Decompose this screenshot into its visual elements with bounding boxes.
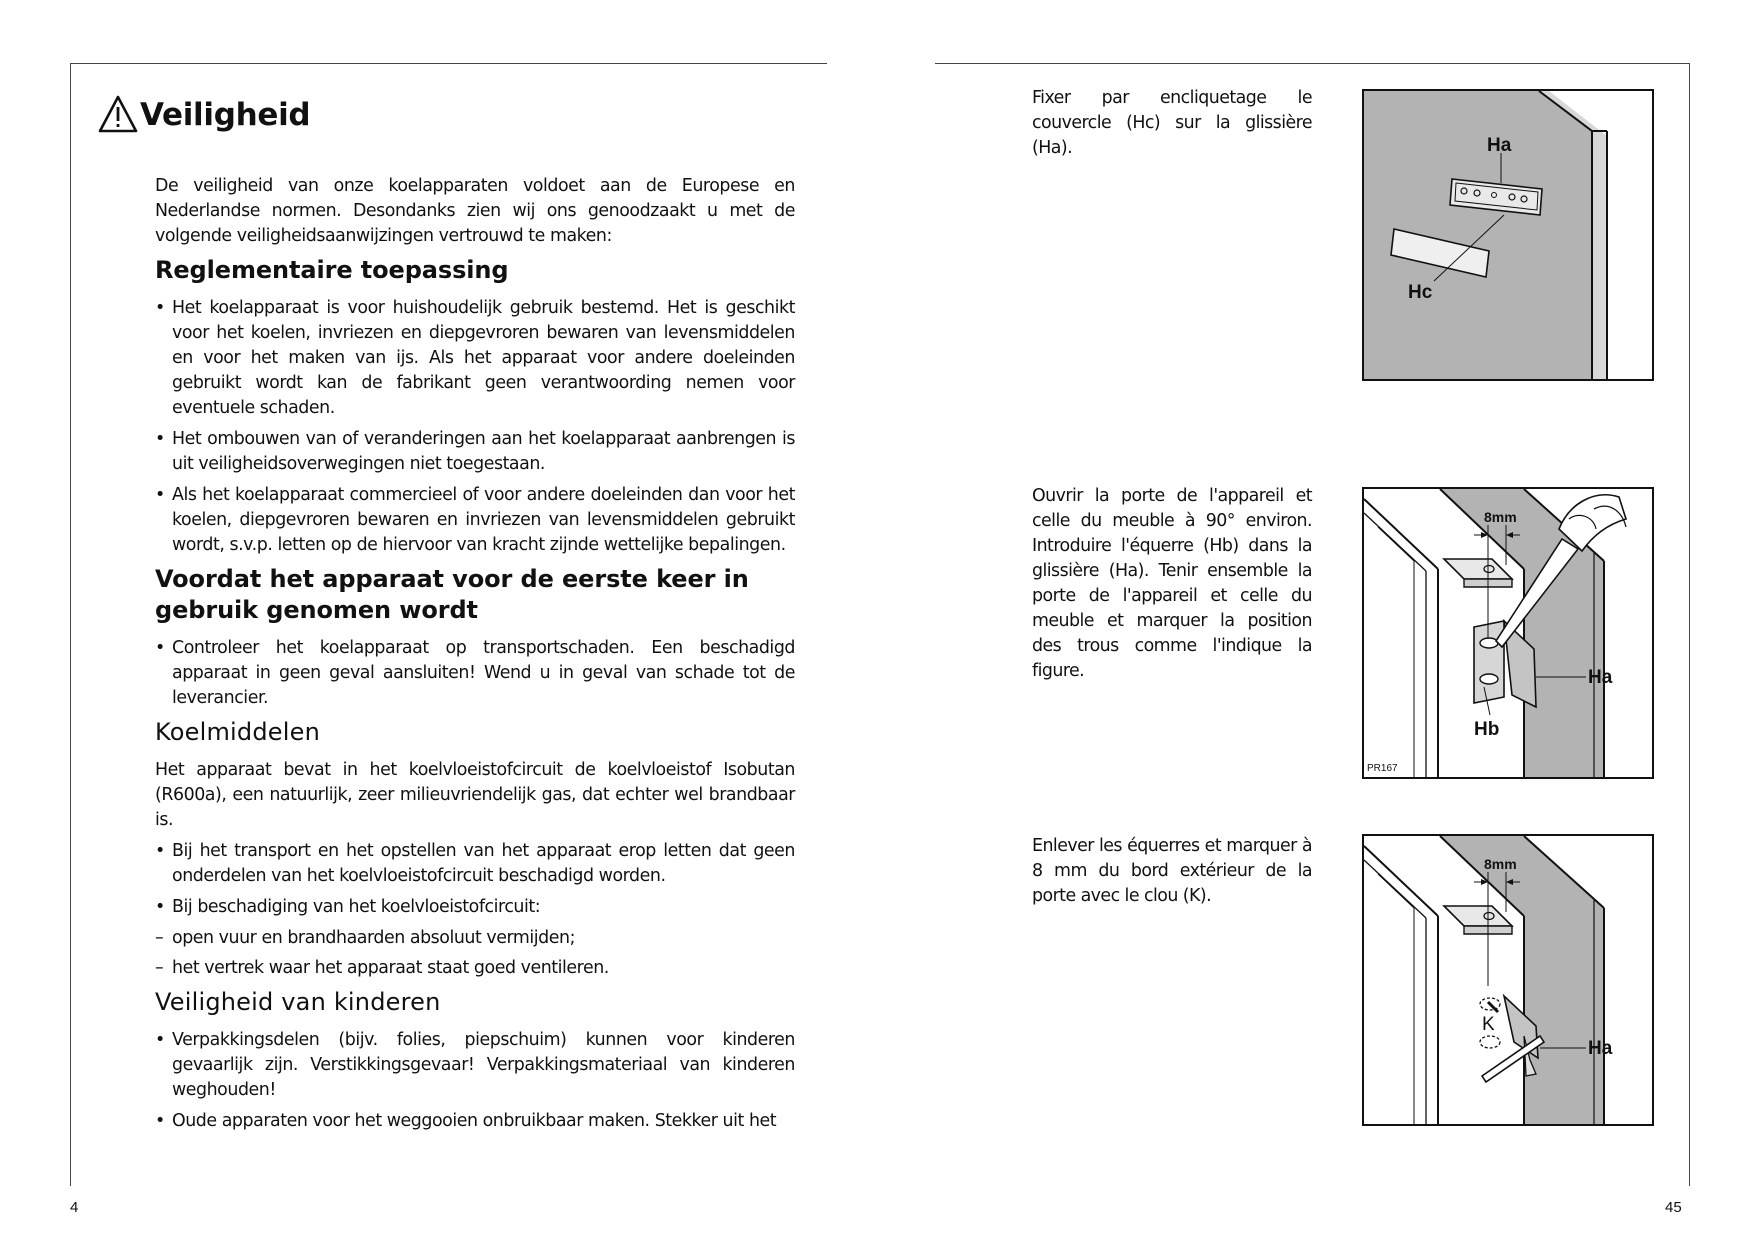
figure-cover-slide (1362, 89, 1654, 381)
figure-code: PR167 (1367, 763, 1398, 774)
list-item: • Bij het transport en het opstellen van het apparaat erop letten dat geen onderdelen van het koelvloeistofcircuit beschadigd worden. (155, 839, 795, 889)
step-1-text: Fixer par encliquetage le couvercle (Hc) sur la glissière (Ha). (1032, 88, 1312, 158)
left-column (155, 174, 795, 1140)
list-item: • Oude apparaten voor het weggooien onbruikbaar maken. Stekker uit het (155, 1109, 795, 1134)
heading-voordat: Voordat het apparaat voor de eerste keer in gebruik genomen wordt (155, 565, 749, 624)
warning-triangle-icon (98, 95, 138, 133)
heading-kinderen: Veiligheid van kinderen (155, 988, 441, 1016)
figure-label: Ha (1588, 1038, 1613, 1059)
right-page-side-rule (1689, 63, 1690, 1186)
figure-label: Ha (1588, 667, 1613, 688)
figure-label: 8mm (1484, 509, 1517, 525)
list-item: • Verpakkingsdelen (bijv. folies, piepschuim) kunnen voor kinderen gevaarlijk zijn. Verstikkingsgevaar! Verpakkingsmateriaal van kinderen weghouden! (155, 1028, 795, 1103)
page-title: Veiligheid (140, 97, 311, 133)
figure-label: Hc (1408, 282, 1433, 303)
left-page-side-rule (70, 63, 71, 1186)
page-number-right: 45 (1665, 1199, 1682, 1216)
figure-label: K (1482, 1014, 1495, 1035)
heading-reglementaire: Reglementaire toepassing (155, 256, 509, 284)
heading-koelmiddelen: Koelmiddelen (155, 718, 320, 746)
figure-mark-holes (1362, 487, 1654, 779)
list-item: • Bij beschadiging van het koelvloeistofcircuit: (155, 895, 795, 920)
step-2-text: Ouvrir la porte de l'appareil et celle du meuble à 90° environ. Introduire l'équerre (Hb) dans la glissière (Ha). Tenir ensemble la porte de l'appareil et celle du meuble et marquer la position des trous comme l'indique la figure. (1032, 486, 1312, 681)
list-item: • Het koelapparaat is voor huishoudelijk gebruik bestemd. Het is geschikt voor het koelen, invriezen en diepgevroren bewaren van levensmiddelen en voor het maken van ijs. Als het apparaat voor andere doeleinden gebruikt wordt kan de fabrikant geen verantwoording nemen voor eventuele schaden. (155, 296, 795, 421)
left-page-top-rule (70, 63, 827, 64)
dash-item: – open vuur en brandhaarden absoluut vermijden; (155, 926, 795, 951)
page-number-left: 4 (70, 1199, 79, 1216)
section-title (98, 95, 310, 133)
list-item: • Controleer het koelapparaat op transportschaden. Een beschadigd apparaat in geen geval aansluiten! Wend u in geval van schade tot de leverancier. (155, 636, 795, 711)
step-3-text: Enlever les équerres et marquer à 8 mm du bord extérieur de la porte avec le clou (K). (1032, 836, 1312, 906)
list-item: • Als het koelapparaat commercieel of voor andere doeleinden dan voor het koelen, diepgevroren bewaren en invriezen van levensmiddelen gebruikt wordt, s.v.p. letten op de hiervoor van kracht zijnde wettelijke bepalingen. (155, 483, 795, 558)
intro-paragraph: De veiligheid van onze koelapparaten voldoet aan de Europese en Nederlandse normen. Desondanks zien wij ons genoodzaakt u met de volgende veiligheidsaanwijzingen vertrouwd te maken: (155, 176, 795, 246)
figure-label: 8mm (1484, 856, 1517, 872)
figure-label: Ha (1487, 135, 1512, 156)
figure-mark-nail (1362, 834, 1654, 1126)
koelmiddelen-paragraph: Het apparaat bevat in het koelvloeistofcircuit de koelvloeistof Isobutan (R600a), een natuurlijk, zeer milieuvriendelijk gas, dat echter wel brandbaar is. (155, 760, 795, 830)
right-page-top-rule (935, 63, 1690, 64)
list-item: • Het ombouwen van of veranderingen aan het koelapparaat aanbrengen is uit veiligheidsoverwegingen niet toegestaan. (155, 427, 795, 477)
figure-label: Hb (1474, 719, 1500, 740)
dash-item: – het vertrek waar het apparaat staat goed ventileren. (155, 956, 795, 981)
